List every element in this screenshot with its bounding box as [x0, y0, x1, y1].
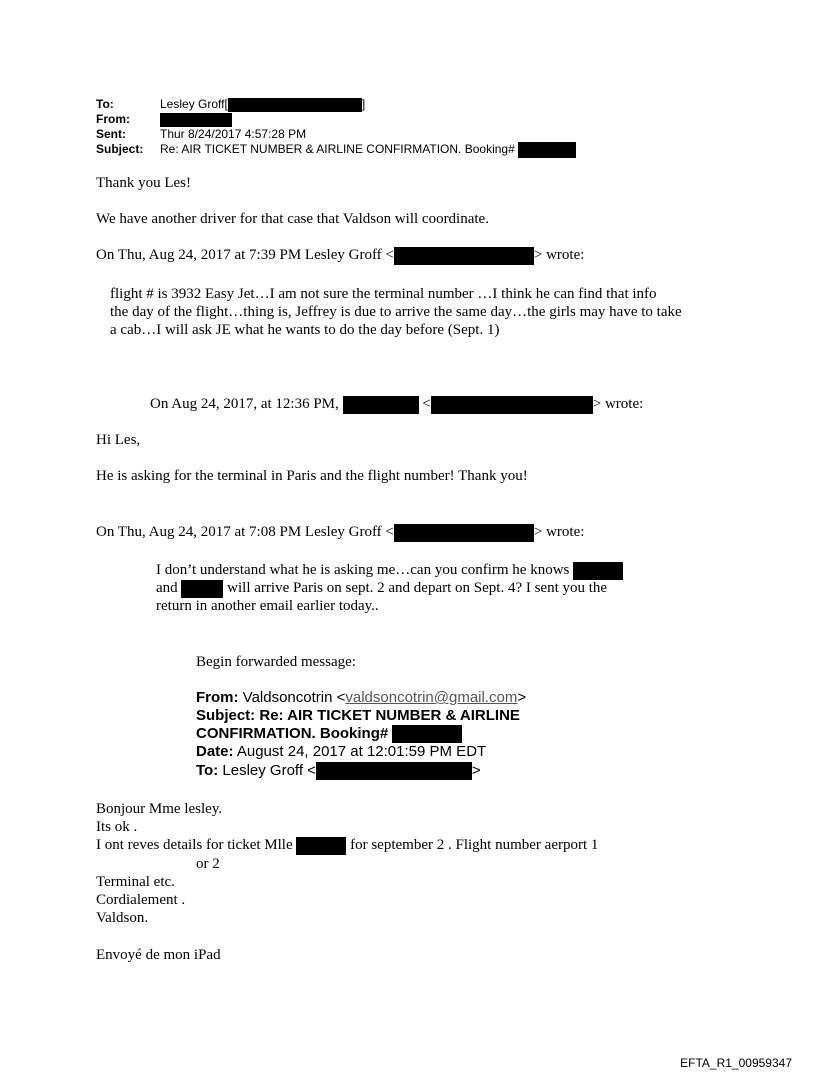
redaction-block: [316, 762, 472, 780]
fwd-from-row: [196, 689, 526, 707]
orig-line3: [96, 836, 598, 855]
quote3-line2: [156, 579, 607, 598]
fwd-from-email-link[interactable]: valdsoncotrin@gmail.com: [345, 689, 518, 706]
document-id: EFTA_R1_00959347: [680, 1056, 792, 1070]
to-label: To:: [96, 97, 114, 111]
redaction-block: [392, 725, 462, 743]
orig-line4: or 2: [196, 856, 220, 872]
quote1-line3: a cab…I will ask JE what he wants to do the day before (Sept. 1): [110, 322, 500, 338]
orig-line2: Its ok .: [96, 819, 138, 835]
to-value: [160, 97, 365, 112]
subject-text: Re: AIR TICKET NUMBER & AIRLINE CONFIRMATION. Booking#: [160, 142, 515, 157]
quote3-header-wrote: > wrote:: [533, 524, 585, 540]
sent-label: Sent:: [96, 127, 126, 141]
sent-value: Thur 8/24/2017 4:57:28 PM: [160, 127, 307, 141]
subject-label: Subject:: [96, 142, 144, 156]
quote3-line2-and: and: [156, 580, 178, 596]
quote1-line1: flight # is 3932 Easy Jet…I am not sure the terminal number …I think he can find that info: [110, 286, 657, 302]
quote3-line1-text: I don’t understand what he is asking me…can you confirm he knows: [156, 562, 570, 578]
fwd-date-row: [196, 743, 486, 761]
fwd-date-value: August 24, 2017 at 12:01:59 PM EDT: [236, 743, 487, 760]
thanks-line: Thank you Les!: [96, 175, 191, 191]
quote3-header-text: On Thu, Aug 24, 2017 at 7:08 PM Lesley Groff <: [96, 524, 394, 540]
orig-line3-text: I ont reves details for ticket Mlle: [96, 837, 293, 853]
quote3-line3: return in another email earlier today..: [156, 598, 379, 614]
hi-les-line: Hi Les,: [96, 432, 141, 448]
forward-begin: Begin forwarded message:: [196, 654, 356, 670]
redaction-block: [181, 580, 223, 598]
asking-line: He is asking for the terminal in Paris and the flight number! Thank you!: [96, 468, 528, 484]
quote1-line2: the day of the flight…thing is, Jeffrey is due to arrive the same day…the girls may have to take: [110, 304, 682, 320]
quote1-header: [96, 246, 584, 265]
fwd-subject-label: Subject:: [196, 707, 256, 724]
orig-line7: Valdson.: [96, 910, 149, 926]
fwd-from-name: Valdsoncotrin <: [242, 689, 346, 706]
fwd-subject-line1: Re: AIR TICKET NUMBER & AIRLINE: [259, 707, 520, 724]
fwd-date-label: Date:: [196, 743, 234, 760]
quote3-line1: [156, 561, 623, 580]
to-close: ]: [361, 97, 366, 111]
quote1-header-wrote: > wrote:: [533, 247, 585, 263]
redaction-block: [228, 98, 362, 112]
fwd-subject-line2: CONFIRMATION. Booking#: [196, 725, 389, 742]
redaction-block: [518, 142, 576, 158]
redaction-block: [573, 562, 623, 580]
from-label: From:: [96, 112, 130, 126]
quote2-header-wrote: > wrote:: [592, 396, 644, 412]
subject-value: [160, 142, 576, 158]
quote2-header-lt: <: [422, 396, 431, 412]
fwd-to-value: Lesley Groff <: [222, 762, 316, 779]
fwd-to-close: >: [471, 762, 481, 779]
redaction-block: [343, 396, 419, 414]
quote2-header-text: On Aug 24, 2017, at 12:36 PM,: [150, 396, 339, 412]
quote1-header-text: On Thu, Aug 24, 2017 at 7:39 PM Lesley Groff <: [96, 247, 394, 263]
orig-signature: Envoyé de mon iPad: [96, 947, 221, 963]
redaction-block: [431, 396, 593, 414]
fwd-from-close: >: [517, 689, 527, 706]
redaction-block: [160, 113, 232, 127]
fwd-to-label: To:: [196, 762, 219, 779]
redaction-block: [394, 247, 534, 265]
redaction-block: [296, 837, 346, 855]
quote3-header: [96, 523, 584, 542]
fwd-from-label: From:: [196, 689, 239, 706]
orig-line5: Terminal etc.: [96, 874, 175, 890]
fwd-to-row: [196, 762, 481, 780]
orig-line3-rest: for september 2 . Flight number aerport 1: [350, 837, 599, 853]
quote2-header: [150, 395, 643, 414]
to-name: Lesley Groff[: [160, 97, 228, 111]
driver-line: We have another driver for that case that Valdson will coordinate.: [96, 211, 489, 227]
orig-line1: Bonjour Mme lesley.: [96, 801, 223, 817]
orig-line6: Cordialement .: [96, 892, 186, 908]
fwd-subject-row2: [196, 725, 462, 743]
quote3-line2-text: will arrive Paris on sept. 2 and depart on Sept. 4? I sent you the: [227, 580, 608, 596]
from-value: [160, 112, 232, 127]
redaction-block: [394, 524, 534, 542]
fwd-subject-row1: [196, 707, 520, 725]
